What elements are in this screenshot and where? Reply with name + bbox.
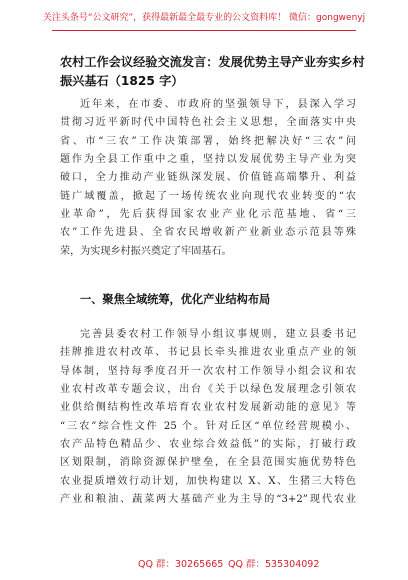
text-line: “三农”综合性文件 25 个。针对丘区“单位经营规模小、	[60, 420, 356, 432]
text-line: 完善县委农村工作领导小组议事规则，建立县委书记	[80, 329, 356, 340]
text-line: 业革命”，先后获得国家农业产业化示范基地、省“三	[60, 209, 356, 221]
paragraph-intro	[60, 96, 356, 261]
text-line: 农”工作先进县、全省农民增收新产业新业态示范县等殊	[60, 227, 356, 239]
text-line: 业农村改革专题会议，出台《关于以绿色发展理念引领农	[60, 384, 356, 396]
text-line: 破口，全力推动产业链纵深发展、价值链高端攀升、利益	[60, 172, 356, 184]
text-line: 产业和粮油、蔬菜两大基础产业为主导的“3+2”现代农业	[60, 494, 356, 506]
text-line: 区划限制，消除资源保护壁垒，在全县范围实施优势特色	[60, 457, 356, 469]
text-line: 荣，为实现乡村振兴奠定了牢固基石。	[60, 245, 232, 257]
footer-qq-group-2: QQ 群：535304092	[228, 559, 320, 570]
document-title	[60, 53, 365, 91]
header-divider	[52, 30, 356, 31]
title-line: 农村工作会议经验交流发言：发展优势主导产业夯实乡村	[60, 55, 365, 69]
text-line: 农业提质增效行动计划，加快构建以 X、X、生猪三大特色	[60, 475, 356, 487]
header-banner: 关注头条号“公文研究”，获得最新最全最专业的公文资料库！ 微信：gongwenyj	[42, 13, 366, 23]
section-heading: 一、聚焦全域统筹，优化产业结构布局	[80, 293, 271, 306]
footer	[0, 558, 408, 572]
title-line: 振兴基石（1825 字）	[60, 74, 184, 88]
text-line: 省、市“三农”工作决策部署，始终把解决好“三农”问	[60, 135, 356, 147]
text-line: 题作为全县工作重中之重，坚持以发展优势主导产业为突	[60, 154, 356, 166]
text-line: 导体制，坚持每季度召开一次农村工作领导小组会议和农	[60, 365, 356, 377]
text-line: 链广域覆盖，掀起了一场传统农业向现代农业转变的“农	[60, 190, 356, 202]
text-line: 农产品特色精品少、农业综合效益低”的实际，打破行政	[60, 439, 356, 451]
text-line: 近年来，在市委、市政府的坚强领导下，县深入学习	[80, 99, 356, 110]
footer-qq-group-1: QQ 群：30265665	[138, 559, 224, 570]
text-line: 贯彻习近平新时代中国特色社会主义思想，全面落实中央	[60, 117, 356, 129]
text-line: 业供给侧结构性改革培育农业农村发展新动能的意见》等	[60, 402, 356, 414]
paragraph-section1	[60, 326, 356, 509]
text-line: 挂牌推进农村改革、书记县长牵头推进农业重点产业的领	[60, 347, 356, 359]
